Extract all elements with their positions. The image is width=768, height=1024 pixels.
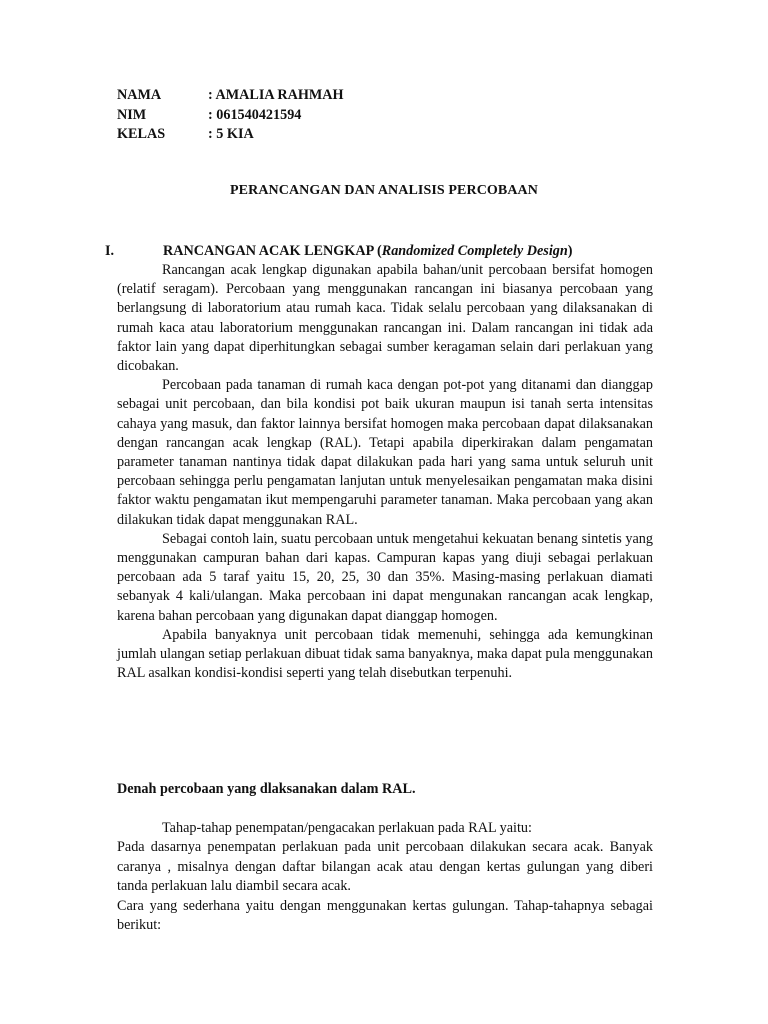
paragraph: Percobaan pada tanaman di rumah kaca dengan pot-pot yang ditanami dan dianggap sebagai unit percobaan, dan bila kondisi pot baik ukuran maupun isi tanah serta intensitas cahaya yang masuk, dan faktor lainnya bersifat homogen maka percobaan dapat dilaksanakan dengan rancangan acak lengkap (RAL). Tetapi apabila diperkirakan dalam pengamatan parameter tanaman nantinya tidak dapat dilakukan pada hari yang sama untuk seluruh unit percobaan sehingga perlu pengamatan lanjutan untuk menyelesaikan pengamatan maka disini faktor waktu pengamatan ikut mempengaruhi parameter tanaman. Maka percobaan yang akan dilakukan tidak dapat menggunakan RAL. <box>117 377 653 528</box>
paragraph: Sebagai contoh lain, suatu percobaan untuk mengetahui kekuatan benang sintetis yang menggunakan campuran bahan dari kapas. Campuran kapas yang diuji sebagai perlakuan percobaan ada 5 taraf yaitu 15, 20, 25, 30 dan 35%. Masing-masing perlakuan diamati sebanyak 4 kali/ulangan. Maka percobaan ini dapat mengunakan rancangan acak lengkap, karena bahan percobaan yang digunakan dapat dianggap homogen. <box>117 530 653 624</box>
section-title-italic: Randomized Completely Design <box>381 243 568 259</box>
class-row <box>117 125 344 145</box>
section-body <box>117 261 653 683</box>
class-value: : 5 KIA <box>208 126 254 142</box>
section-heading <box>0 241 768 261</box>
section-number: I. <box>105 243 115 259</box>
section-title-prefix: RANCANGAN ACAK LENGKAP ( <box>163 243 382 259</box>
lower-body <box>117 838 653 936</box>
nim-value: : 061540421594 <box>208 106 302 123</box>
student-info <box>117 86 344 145</box>
section-title-suffix: ) <box>567 243 573 259</box>
name-label: NAMA <box>117 87 162 103</box>
class-label: KELAS <box>117 126 166 142</box>
name-value: : AMALIA RAHMAH <box>208 87 344 103</box>
paragraph: Apabila banyaknya unit percobaan tidak memenuhi, sehingga ada kemungkinan jumlah ulangan setiap perlakuan dibuat tidak sama banyaknya, maka dapat pula menggunakan RAL asalkan kondisi-kondisi seperti yang telah disebutkan terpenuhi. <box>117 626 653 682</box>
section-title <box>163 241 572 261</box>
paragraph: Pada dasarnya penempatan perlakuan pada unit percobaan dilakukan secara acak. Banyak caranya , misalnya dengan daftar bilangan acak atau dengan kertas gulungan yang diberi tanda perlakuan lalu diambil secara acak. <box>117 839 653 895</box>
name-row <box>117 86 344 106</box>
subheading: Denah percobaan yang dlaksanakan dalam RAL. <box>117 781 416 797</box>
nim-label: NIM <box>117 106 147 123</box>
paragraph: Cara yang sederhana yaitu dengan menggunakan kertas gulungan. Tahap-tahapnya sebagai berikut: <box>117 897 653 934</box>
steps-intro: Tahap-tahap penempatan/pengacakan perlakuan pada RAL yaitu: <box>162 820 532 836</box>
nim-row <box>117 106 344 126</box>
document-title: PERANCANGAN DAN ANALISIS PERCOBAAN <box>230 183 538 198</box>
paragraph: Rancangan acak lengkap digunakan apabila bahan/unit percobaan bersifat homogen (relatif seragam). Percobaan yang menggunakan rancangan ini biasanya percobaan yang berlangsung di laboratorium atau rumah kaca. Tidak selalu percobaan yang dilaksanakan di rumah kaca atau laboratorium menggunakan rancangan ini. Dalam rancangan ini tidak ada faktor lain yang dapat diperhitungkan sebagai sumber keragaman selain dari perlakuan yang dicobakan. <box>117 262 653 375</box>
